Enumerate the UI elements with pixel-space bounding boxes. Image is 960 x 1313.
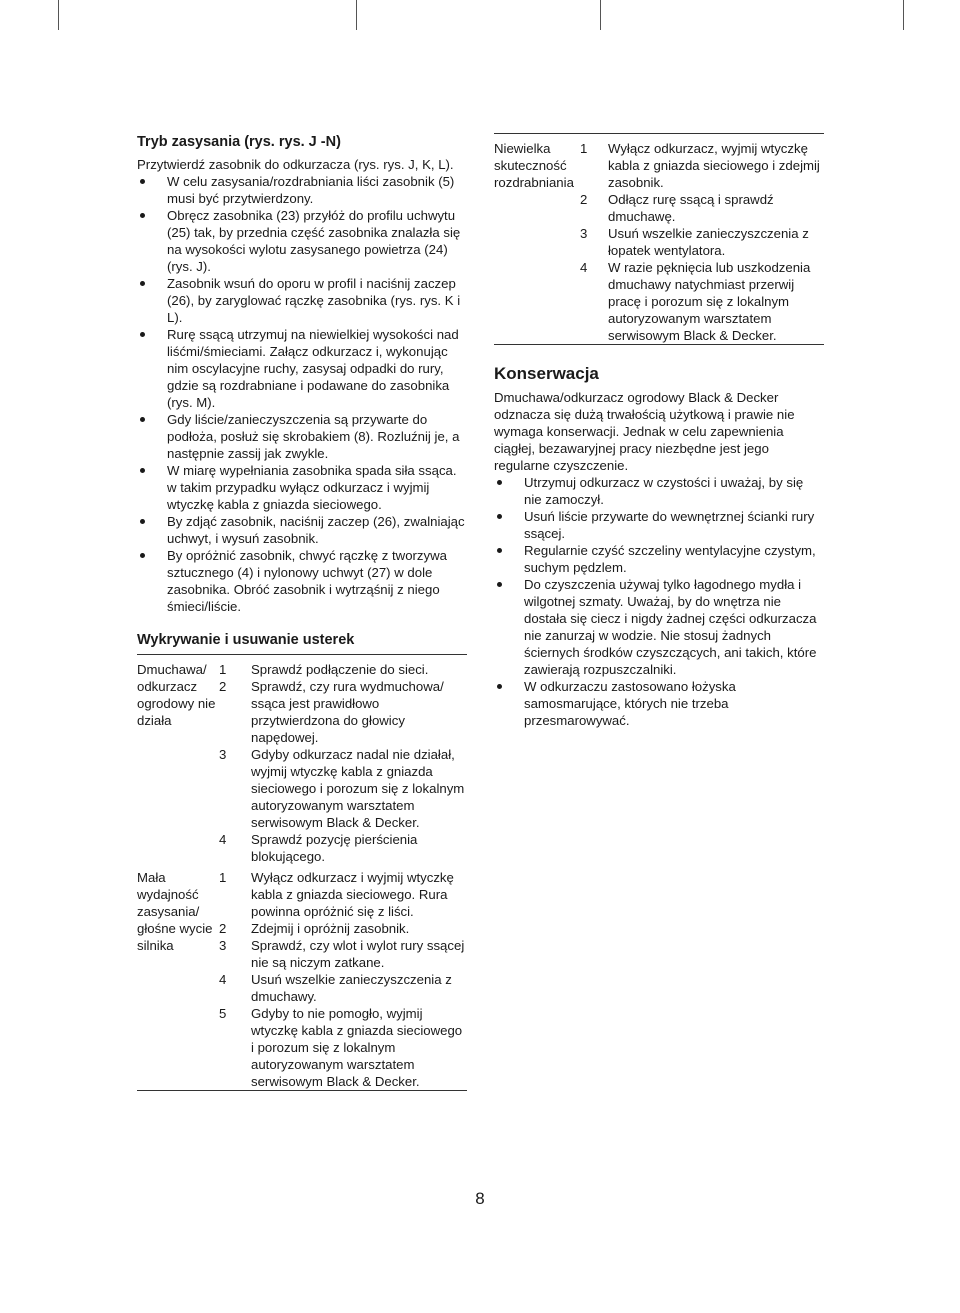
step-text: Sprawdź, czy rura wydmuchowa/ ssąca jest prawidłowo przytwierdzona do głowicy napędowej. [251,679,444,745]
crop-mark [903,0,904,30]
list-item: Utrzymuj odkurzacz w czystości i uważaj, by się nie zamoczył. [494,474,824,508]
step-text: Gdyby to nie pomogło, wyjmij wtyczkę kabla z gniazda sieciowego i porozum się z lokalnym autoryzowanym warsztatem serwisowym Black & Decker. [251,1006,463,1089]
list-item: Gdy liście/zanieczyszczenia są przywarte do podłoża, posłuż się skrobakiem (8). Rozluźnij je, a następnie zassij jak zwykle. [137,411,467,462]
step-number: 4 [219,972,227,987]
right-column [494,133,824,729]
left-column [137,133,467,1095]
step-number: 5 [219,1006,227,1021]
problem-cell: Niewielka skuteczność rozdrabniania [494,141,574,190]
step-number: 1 [580,141,588,156]
list-item: Zasobnik wsuń do oporu w profil i naciśnij zaczep (26), by zaryglować rączkę zasobnika (rys. rys. K i L). [137,275,467,326]
step-text: W razie pęknięcia lub uszkodzenia dmuchawy natychmiast przerwij pracę i porozum się z lokalnym autoryzowanym warsztatem serwisowym Black & Decker. [608,260,811,343]
list-item: Obręcz zasobnika (23) przyłóż do profilu uchwytu (25) tak, by przednia część zasobnika znalazła się na wysokości wylotu zasysanego powietrza (24) (rys. J). [137,207,467,275]
table-row [494,140,824,191]
step-number: 3 [219,747,227,762]
maintenance-intro: Dmuchawa/odkurzacz ogrodowy Black & Decker odznacza się dużą trwałością użytkową i prawie nie wymaga konserwacji. Jednak w celu zapewnienia ciągłej, bezawaryjnej pracy niezbędne jest jego regularne czyszczenie. [494,390,795,473]
list-item: W miarę wypełniania zasobnika spada siła ssąca. w takim przypadku wyłącz odkurzacz i wyjmij wtyczkę kabla z gniazda sieciowego. [137,462,467,513]
suction-mode-intro: Przytwierdź zasobnik do odkurzacza (rys. rys. J, K, L). [137,157,454,172]
list-item: Do czyszczenia używaj tylko łagodnego mydła i wilgotnej szmaty. Uważaj, by do wnętrza nie dostała się ciecz i nigdy żadnej części odkurzacza nie zanurzaj w wodzie. Nie stosuj żadnych ściernych środków czyszczących, ani takich, które zawierają rozpuszczalniki. [494,576,824,678]
problem-cell: Dmuchawa/ odkurzacz ogrodowy nie działa [137,662,216,728]
suction-mode-list [137,173,467,615]
crop-mark [600,0,601,30]
list-item: By zdjąć zasobnik, naciśnij zaczep (26), zwalniając uchwyt, i wysuń zasobnik. [137,513,467,547]
troubleshooting-table [137,654,467,1095]
step-text: Usuń wszelkie zanieczyszczenia z dmuchawy. [251,972,452,1004]
list-item: Rurę ssącą utrzymuj na niewielkiej wysokości nad liśćmi/śmieciami. Załącz odkurzacz i, wykonując nim oscylacyjne ruchy, zasysaj odpadki do rury, gdzie są rozdrabniane i podawane do zasobnika (rys. M). [137,326,467,411]
step-number: 4 [580,260,588,275]
step-number: 2 [219,921,227,936]
section-title-maintenance: Konserwacja [494,364,599,383]
step-number: 2 [219,679,227,694]
step-text: Wyłącz odkurzacz, wyjmij wtyczkę kabla z gniazda sieciowego i zdejmij zasobnik. [608,141,820,190]
table-row [137,661,467,678]
step-text: Zdejmij i opróżnij zasobnik. [251,921,410,936]
list-item: By opróżnić zasobnik, chwyć rączkę z tworzywa sztucznego (4) i nylonowy uchwyt (27) w dole zasobnika. Obróć zasobnik i wytrząśnij z niego śmieci/liście. [137,547,467,615]
crop-mark [58,0,59,30]
maintenance-list [494,474,824,729]
section-title-suction-mode: Tryb zasysania (rys. rys. J -N) [137,134,341,150]
crop-mark [356,0,357,30]
troubleshooting-table-continued [494,133,824,349]
step-text: Usuń wszelkie zanieczyszczenia z łopatek wentylatora. [608,226,809,258]
step-number: 1 [219,662,227,677]
step-number: 3 [580,226,588,241]
step-text: Wyłącz odkurzacz i wyjmij wtyczkę kabla z gniazda sieciowego. Rura powinna opróżnić się z liści. [251,870,454,919]
list-item: W odkurzaczu zastosowano łożyska samosmarujące, których nie trzeba przesmarowywać. [494,678,824,729]
section-title-troubleshooting: Wykrywanie i usuwanie usterek [137,632,355,648]
step-text: Sprawdź, czy wlot i wylot rury ssącej nie są niczym zatkane. [251,938,465,970]
table-row [137,869,467,920]
list-item: Regularnie czyść szczeliny wentylacyjne czystym, suchym pędzlem. [494,542,824,576]
step-number: 3 [219,938,227,953]
step-number: 1 [219,870,227,885]
page-number: 8 [475,1189,485,1208]
list-item: W celu zasysania/rozdrabniania liści zasobnik (5) musi być przytwierdzony. [137,173,467,207]
list-item: Usuń liście przywarte do wewnętrznej ścianki rury ssącej. [494,508,824,542]
step-text: Sprawdź pozycję pierścienia blokującego. [251,832,418,864]
problem-cell: Mała wydajność zasysania/ głośne wycie silnika [137,870,213,953]
step-number: 4 [219,832,227,847]
step-text: Gdyby odkurzacz nadal nie działał, wyjmij wtyczkę kabla z gniazda sieciowego i porozum się z lokalnym autoryzowanym warsztatem serwisowym Black & Decker. [251,747,465,830]
step-text: Odłącz rurę ssącą i sprawdź dmuchawę. [608,192,774,224]
step-number: 2 [580,192,588,207]
step-text: Sprawdź podłączenie do sieci. [251,662,429,677]
